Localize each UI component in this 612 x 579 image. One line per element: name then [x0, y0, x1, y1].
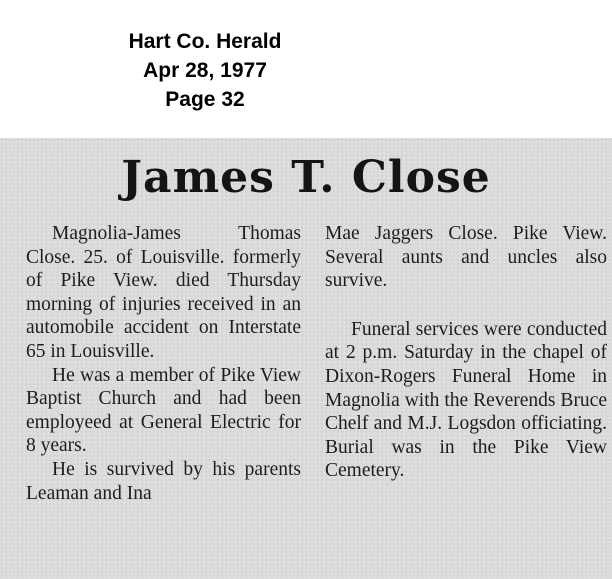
- page-number: Page 32: [165, 88, 245, 111]
- paragraph: He was a member of Pike View Baptist Church and had been employeed at General Electric for 8 years.: [26, 364, 301, 457]
- newspaper-name: Hart Co. Herald: [128, 30, 282, 53]
- obituary-headline: James T. Close: [121, 152, 491, 203]
- publication-date: Apr 28, 1977: [143, 59, 267, 82]
- article-column-left: [26, 222, 301, 505]
- newspaper-clipping: [0, 138, 612, 579]
- paragraph: He is survived by his parents Leaman and Ina: [26, 458, 301, 504]
- paragraph: Funeral services were conducted at 2 p.m. Saturday in the chapel of Dixon-Rogers Funeral Home in Magnolia with the Reverends Bruce Chelf and M.J. Logsdon officiating. Burial was in the Pike View Cemetery.: [325, 318, 607, 482]
- clipping-caption: [0, 0, 410, 138]
- article-column-right: [325, 222, 607, 483]
- paragraph: Magnolia-James Thomas Close. 25. of Louisville. formerly of Pike View. died Thursday morning of injuries received in an automobile accident on Interstate 65 in Louisville.: [26, 223, 301, 362]
- paragraph: Mae Jaggers Close. Pike View. Several aunts and uncles also survive.: [325, 223, 607, 292]
